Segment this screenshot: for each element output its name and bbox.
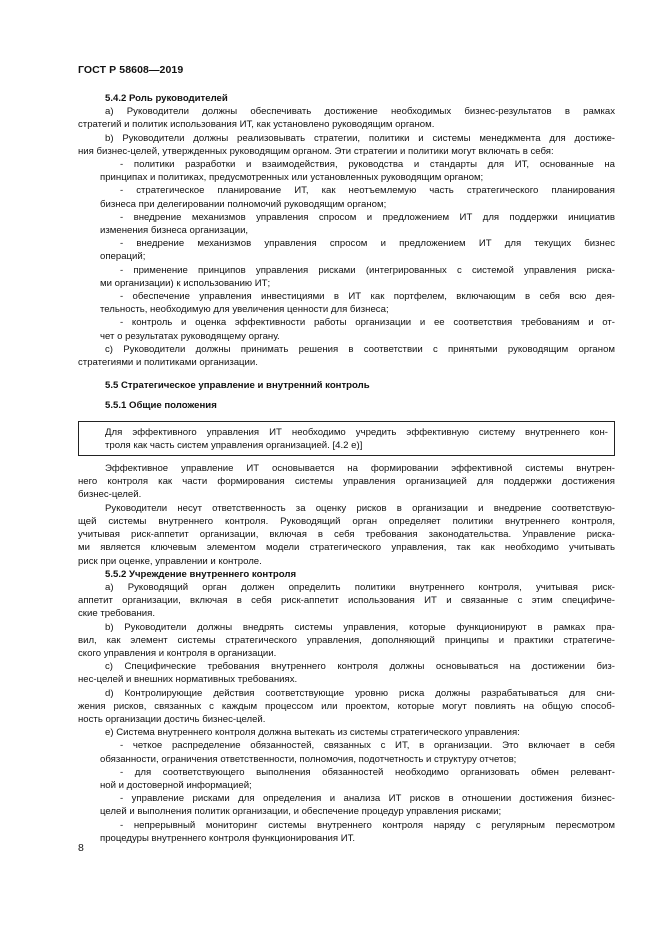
paragraph-line: щей системы внутреннего контроля. Руководящий орган определяет политики внутреннего контроля, (78, 515, 615, 527)
list-item-line: - непрерывный мониторинг системы внутреннего контроля наряду с регулярным пересмотром (120, 819, 615, 831)
paragraph-a-line2: стратегий и политик использования ИТ, как установлено руководящим органом. (78, 119, 435, 131)
list-item-line: бизнеса при делегировании полномочий руководящим органом; (100, 198, 387, 210)
list-item-line: - внедрение механизмов управления спросом и предложением ИТ для поддержки инициатив (120, 211, 615, 223)
list-item-line: - управление рисками для определения и анализа ИТ рисков в отношении достижения бизнес- (120, 793, 615, 805)
section-5-4-2-title: 5.4.2 Роль руководителей (105, 93, 228, 104)
list-item-line: - контроль и оценка эффективности работы организации и ее соответствия требованиям и от- (120, 317, 615, 329)
paragraph-line: d) Контролирующие действия соответствующие уровню риска должны разрабатываться для сни- (105, 687, 615, 699)
paragraph-c-line2: стратегиями и политиками организации. (78, 357, 258, 369)
list-item (78, 264, 615, 290)
list-item-line: целей и выполнения политик организации, и обеспечение процедур управления рисками; (100, 806, 502, 818)
paragraph-line: учитывая риск-аппетит организации, включая в себя требования законодательства. Управление риска- (78, 529, 615, 541)
paragraph-line: a) Руководящий орган должен определить политики внутреннего контроля, учитывая риск- (105, 581, 615, 593)
list-item-line: - политики разработки и взаимодействия, руководства и стандарты для ИТ, основанные на (120, 159, 615, 171)
paragraph-line: ские требования. (78, 608, 155, 620)
paragraph-line: ского управления и контроля в организации. (78, 647, 277, 659)
paragraph-b-line2: ния бизнес-целей, утвержденных руководящим органом. Эти стратегии и политики могут включать в себя: (78, 145, 554, 157)
paragraph-line: аппетит организации, включая в себя риск-аппетит использования ИТ и связанные с этим специфиче- (78, 595, 615, 607)
page-number: 8 (78, 842, 84, 854)
paragraph-line: нес-целей и внешних нормативных требованиях. (78, 674, 298, 686)
paragraph-b-line1: b) Руководители должны реализовывать стратегии, политики и системы менеджмента для достиже- (105, 132, 615, 144)
paragraph-a-line1: a) Руководители должны обеспечивать достижение необходимых бизнес-результатов в рамках (105, 106, 615, 118)
list-item-line: чет о результатах руководящему органу. (100, 330, 280, 342)
list-item-line: операций; (100, 251, 146, 263)
section-5-5-2-title: 5.5.2 Учреждение внутреннего контроля (105, 568, 297, 580)
list-item (78, 158, 615, 184)
section-5-5-1-title: 5.5.1 Общие положения (105, 400, 217, 412)
paragraph-line: бизнес-целей. (78, 489, 142, 501)
principle-box-line1: Для эффективного управления ИТ необходимо учредить эффективную систему внутреннего кон- (105, 426, 608, 438)
list-item-line: процедуры внутреннего контроля функционирования ИТ. (100, 832, 356, 844)
list-item-line: обязанности, ограничения ответственности, полномочия, подотчетность и структуру отчетов; (100, 753, 517, 765)
paragraph-line: Эффективное управление ИТ основывается на формировании эффективной системы внутрен- (105, 463, 615, 475)
paragraph-line: b) Руководители должны внедрять системы управления, которые функционируют в рамках пра- (105, 621, 615, 633)
list-item-line: - обеспечение управления инвестициями в ИТ как портфелем, включающим в себя всю дея- (120, 291, 615, 303)
document-header: ГОСТ Р 58608—2019 (78, 64, 184, 76)
paragraph-line: ность организации достичь бизнес-целей. (78, 713, 266, 725)
list-item (78, 739, 615, 765)
list-item (78, 290, 615, 316)
list-item (78, 792, 615, 818)
list-item (78, 819, 615, 845)
list-item (78, 211, 615, 237)
list-item-line: принципах и политиках, предусмотренных или установленных руководящим органом; (100, 172, 484, 184)
list-item (78, 316, 615, 342)
paragraph-line: ми является ключевым элементом модели стратегического управления, так как необходимо учитывать (78, 542, 615, 554)
paragraph-c-line1: c) Руководители должны принимать решения в соответствии с принятыми руководящим органом (105, 343, 615, 355)
list-item-line: ми организации) к использованию ИТ; (100, 277, 271, 289)
list-item-line: - для соответствующего выполнения обязанностей необходимо организовать обмен релевант- (120, 766, 615, 778)
paragraph-line: него контроля как части формирования системы управления организацией для поддержки достижения (78, 476, 615, 488)
list-item-line: - применение принципов управления рисками (интегрированных с системой управления риска- (120, 264, 615, 276)
principle-box (78, 421, 615, 456)
list-item (78, 766, 615, 792)
list-item-line: изменения бизнеса организации, (100, 225, 249, 237)
principle-box-line2: троля как часть систем управления организацией. [4.2 e)] (105, 439, 363, 451)
page-body (78, 92, 615, 845)
list-item-line: ной и достоверной информацией; (100, 779, 252, 791)
list-item-line: - внедрение механизмов управления спросом и предложением ИТ для текущих бизнес (120, 238, 615, 250)
paragraph-line: e) Система внутреннего контроля должна вытекать из системы стратегического управления: (105, 727, 520, 739)
paragraph-line: Руководители несут ответственность за оценку рисков в организации и внедрение соответствую- (105, 502, 615, 514)
paragraph-line: вил, как элемент системы стратегического управления, дополняющий принципы и практики стратегиче- (78, 634, 615, 646)
list-item (78, 237, 615, 263)
list-item-line: - стратегическое планирование ИТ, как неотъемлемую часть стратегического планирования (120, 185, 615, 197)
list-item (78, 184, 615, 210)
paragraph-line: риск при оценке, управлении и контроле. (78, 555, 262, 567)
paragraph-line: жения рисков, связанных с каждым процессом или проектом, которые могут повлиять на общую способ- (78, 700, 615, 712)
section-5-5-title: 5.5 Стратегическое управление и внутренний контроль (105, 380, 370, 392)
list-item-line: - четкое распределение обязанностей, связанных с ИТ, в организации. Это включает в себя (120, 740, 615, 752)
list-item-line: тельность, необходимую для увеличения ценности для бизнеса; (100, 304, 389, 316)
paragraph-line: c) Специфические требования внутреннего контроля должны основываться на достижении биз- (105, 661, 615, 673)
